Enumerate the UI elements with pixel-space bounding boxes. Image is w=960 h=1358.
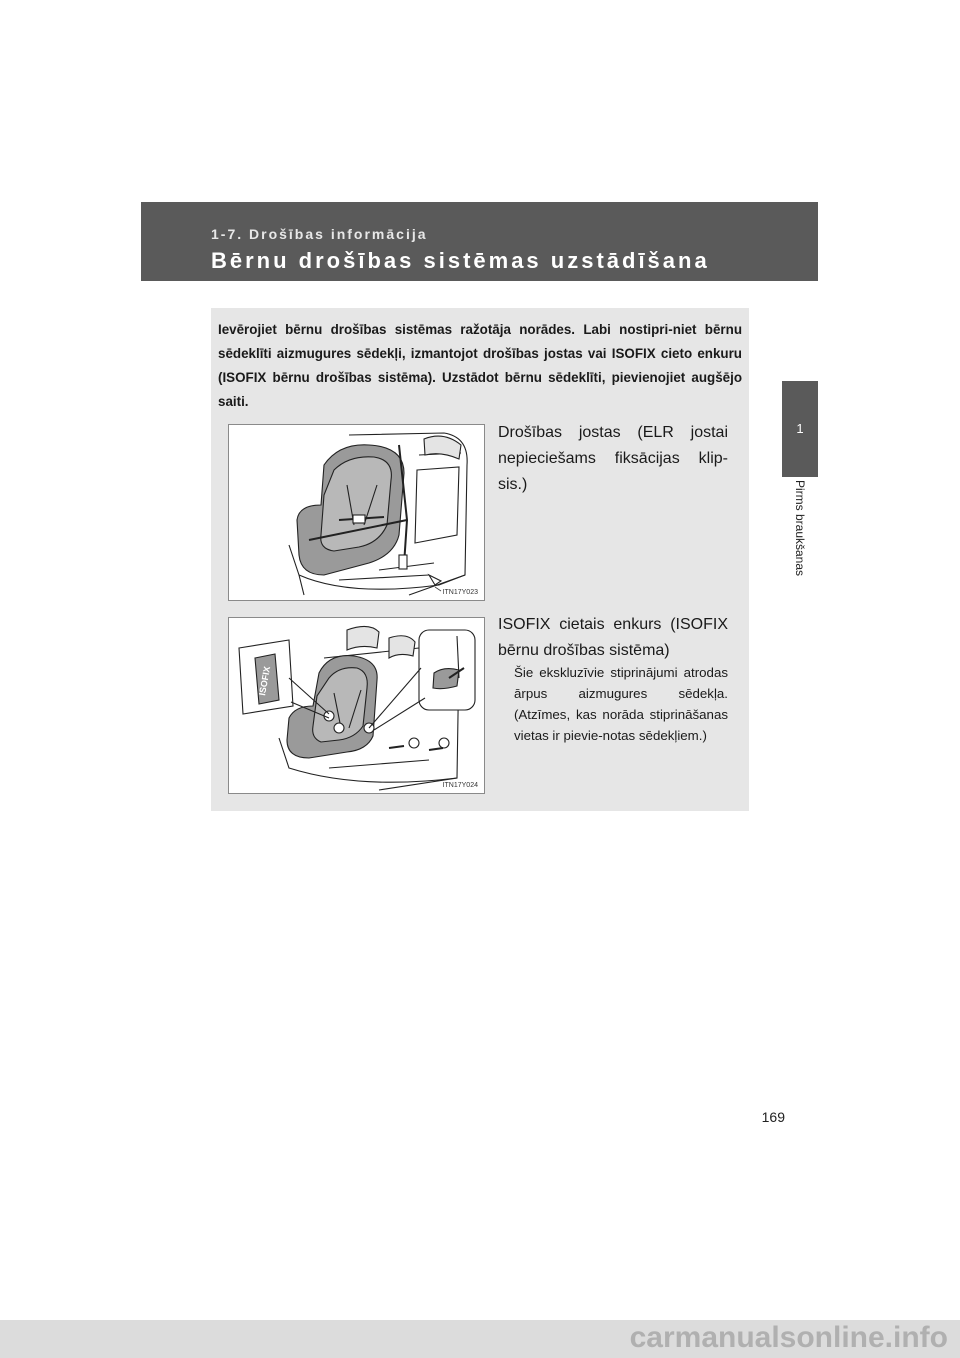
figure-isofix-install <box>228 617 485 794</box>
seatbelt-child-seat-illustration <box>229 425 484 600</box>
header-bar <box>141 202 818 281</box>
isofix-child-seat-illustration <box>229 618 484 793</box>
figure-code: ITN17Y024 <box>442 782 478 789</box>
section-label: 1-7. Drošības informācija <box>211 226 428 242</box>
chapter-tab[interactable] <box>782 381 818 477</box>
figure-caption-isofix: ISOFIX cietais enkurs (ISOFIX bērnu drošības sistēma) <box>498 616 728 659</box>
watermark <box>0 1320 960 1358</box>
intro-text: Ievērojiet bērnu drošības sistēmas ražotāja norādes. Labi nostipri-niet bērnu sēdeklīti aizmugures sēdekļi, izmantojot drošības jostas vai ISOFIX cieto enkuru (ISOFIX bērnu drošības sistēma). Uzstādot bērnu sēdeklīti, pievienojiet augšējo saiti. <box>218 322 742 409</box>
figure-code: ITN17Y023 <box>442 589 478 596</box>
isofix-tag-label: ISOFIX <box>257 665 273 697</box>
figure-caption-seatbelt: Drošības jostas (ELR jostai nepieciešams fiksācijas klip-sis.) <box>498 424 728 493</box>
page-number: 169 <box>761 1109 785 1125</box>
figure-seatbelt-install <box>228 424 485 601</box>
chapter-number: 1 <box>796 421 804 436</box>
figure-note-isofix: Šie ekskluzīvie stiprinājumi atrodas ārpus aizmugures sēdekļa. (Atzīmes, kas norāda stiprināšanas vietas ir pievie-notas sēdekļiem.) <box>514 665 728 743</box>
page-title: Bērnu drošības sistēmas uzstādīšana <box>211 248 710 273</box>
chapter-label: Pirms braukšanas <box>793 479 807 577</box>
info-box <box>211 308 749 811</box>
watermark-text: carmanualsonline.info <box>629 1321 948 1354</box>
